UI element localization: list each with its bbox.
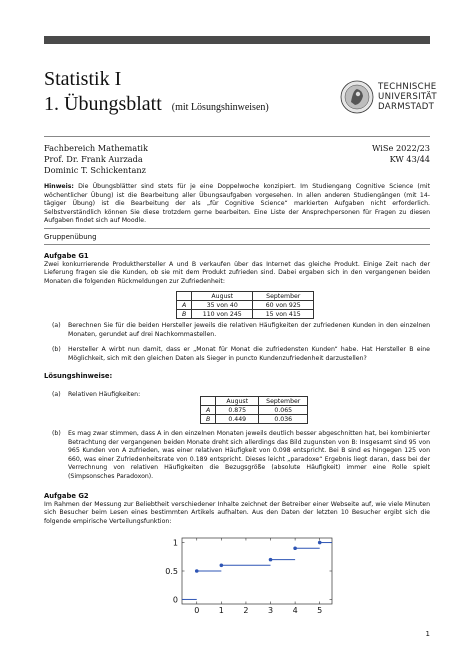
table-row [177, 310, 314, 319]
divider [44, 244, 430, 245]
table-cell [201, 397, 216, 406]
item-label: (b) [52, 346, 61, 353]
task-g1-a [44, 322, 430, 339]
university-name [378, 82, 437, 112]
table-cell: 0.065 [259, 406, 308, 415]
table-cell: A [201, 406, 216, 415]
table-header: August [192, 292, 253, 301]
y-tick-label: 0.5 [165, 567, 178, 576]
x-tick-label: 0 [194, 606, 200, 615]
axis-ticks [165, 538, 332, 615]
table-cell: 35 von 40 [192, 301, 253, 310]
solution-b [44, 430, 430, 482]
table-cell: 0.036 [259, 415, 308, 424]
solution-heading [44, 372, 430, 381]
x-tick-label: 3 [267, 606, 274, 615]
y-tick-label: 1 [172, 538, 178, 548]
x-tick-label: 5 [317, 606, 323, 615]
table-header: September [253, 292, 314, 301]
section-title: Gruppenübung [44, 233, 97, 241]
table-cell: 60 von 925 [253, 301, 314, 310]
term-block [372, 143, 430, 165]
step-point [318, 541, 322, 545]
step-point [293, 546, 297, 550]
divider [44, 228, 430, 229]
sheet-title: Statistik I [44, 68, 122, 90]
feedback-table [176, 291, 314, 319]
hint-text: Die Übungsblätter sind stets für je eine Doppelwoche konzipiert. Im Studiengang Cognitive Science (mit wöchentlicher Übung) ist die Bearbeitung aller Übungsaufgaben vorgesehen. In allen anderen Studiengängen (mit 14-tägiger Übung) ist die Bearbeitung der als „für Cognitive Science“ markierten Aufgaben nicht erforderlich. Selbstverständlich können Sie diese trotzdem gerne bearbeiten. Eine Liste der Ansprechpersonen für Fragen zu diesen Aufgaben findet sich auf Moodle. [44, 183, 431, 225]
semester: WiSe 2022/23 [372, 143, 430, 153]
step-point [220, 564, 224, 568]
step-point [269, 558, 273, 562]
step-point [195, 569, 199, 573]
item-label: (a) [52, 391, 61, 398]
hint-paragraph [44, 183, 430, 226]
table-cell: 0.875 [216, 406, 259, 415]
item-label: (b) [52, 430, 61, 437]
x-tick-label: 2 [243, 606, 249, 615]
table-row [201, 415, 308, 424]
table-header: August [216, 397, 259, 406]
department: Fachbereich Mathematik [44, 143, 148, 153]
calendar-week: KW 43/44 [389, 154, 430, 164]
item-text: Hersteller A wirbt nun damit, dass er „Monat für Monat die zufriedensten Kunden“ habe. Hat Hersteller B eine Möglichkeit, sich mit den gleichen Daten als Sieger in puncto Kundenzufriedenheit darzustellen? [68, 346, 430, 362]
divider [44, 136, 430, 137]
x-tick-label: 4 [292, 606, 298, 615]
task-g1 [44, 252, 430, 286]
item-text: Relativen Häufigkeiten: [68, 391, 141, 398]
university-seal-icon [340, 80, 374, 114]
table-cell: B [177, 310, 192, 319]
x-tick-label: 1 [218, 606, 224, 615]
author-block [44, 143, 148, 176]
table-header: September [259, 397, 308, 406]
task-g2-text: Im Rahmen der Messung zur Beliebtheit verschiedener Inhalte zeichnet der Betreiber einer Webseite auf, wie viele Minuten sich Besucher beim Lesen eines bestimmten Artikels aufhalten. Aus den Daten der letzten 10 Besucher ergibt sich die folgende empirische Verteilungsfunktion: [44, 500, 430, 525]
sheet-number: 1. Übungsblatt [44, 93, 162, 115]
table-cell: 15 von 415 [253, 310, 314, 319]
item-text: Es mag zwar stimmen, dass A in den einzelnen Monaten jeweils deutlich besser abgeschnitten hat, bei kombinierter Betrachtung der vergangenen beiden Monate dreht sich allerdings das Bild zugunsten von B: Insgesamt sind 95 von 965 Kunden von A zufrieden, was einer relativen Häufigkeit von 0.098 entspricht. Bei B sind es hingegen 125 von 660, was einer Zufriedenheitsrate von 0.189 entspricht. Dieses leicht „paradoxe“ Ergebnis liegt daran, dass bei der Verrechnung von relativen Häufigkeiten die Bezugsgröße (absolute Häufigkeit) immer eine Rolle spielt (Simpsonsches Paradoxon). [68, 430, 430, 480]
ecdf-chart [160, 534, 340, 616]
university-line-2: UNIVERSITÄT [378, 92, 437, 102]
university-line-3: DARMSTADT [378, 102, 435, 112]
table-cell: 0.449 [216, 415, 259, 424]
table-row [177, 301, 314, 310]
sheet-subtitle [44, 93, 269, 116]
solution-title: Lösungshinweise: [44, 372, 113, 380]
item-label: (a) [52, 322, 61, 329]
task-g1-intro: Zwei konkurrierende Produkthersteller A und B verkaufen über das Internet das gleiche Produkt. Einige Zeit nach der Lieferung fragen sie die Kunden, ob sie mit dem Produkt zufrieden sind. Dabei ergaben sich in den vergangenen beiden Monaten die folgenden Rückmeldungen zur Zufriedenheit: [44, 260, 430, 285]
table-cell: B [201, 415, 216, 424]
table-cell: A [177, 301, 192, 310]
table-row [177, 292, 314, 301]
professor: Prof. Dr. Frank Aurzada [44, 154, 143, 164]
task-g1-b [44, 346, 430, 363]
solution-note: (mit Lösungshinweisen) [171, 102, 269, 113]
frequency-table [200, 396, 308, 424]
page-number: 1 [425, 630, 430, 638]
university-line-1: TECHNISCHE [378, 82, 437, 92]
task-g2-heading: Aufgabe G2 [44, 492, 89, 500]
table-row [201, 406, 308, 415]
y-tick-label: 0 [172, 595, 178, 605]
header-bar [44, 36, 430, 44]
step-series [182, 541, 332, 600]
task-g2 [44, 492, 430, 526]
item-text: Berechnen Sie für die beiden Hersteller jeweils die relativen Häufigkeiten der zufriedenen Kunden in den einzelnen Monaten, gerundet auf drei Nachkommastellen. [68, 322, 430, 338]
task-g1-heading: Aufgabe G1 [44, 252, 89, 260]
table-cell: 110 von 245 [192, 310, 253, 319]
table-cell [177, 292, 192, 301]
table-row [201, 397, 308, 406]
assistant: Dominic T. Schickentanz [44, 165, 146, 175]
hint-label: Hinweis: [44, 183, 74, 190]
